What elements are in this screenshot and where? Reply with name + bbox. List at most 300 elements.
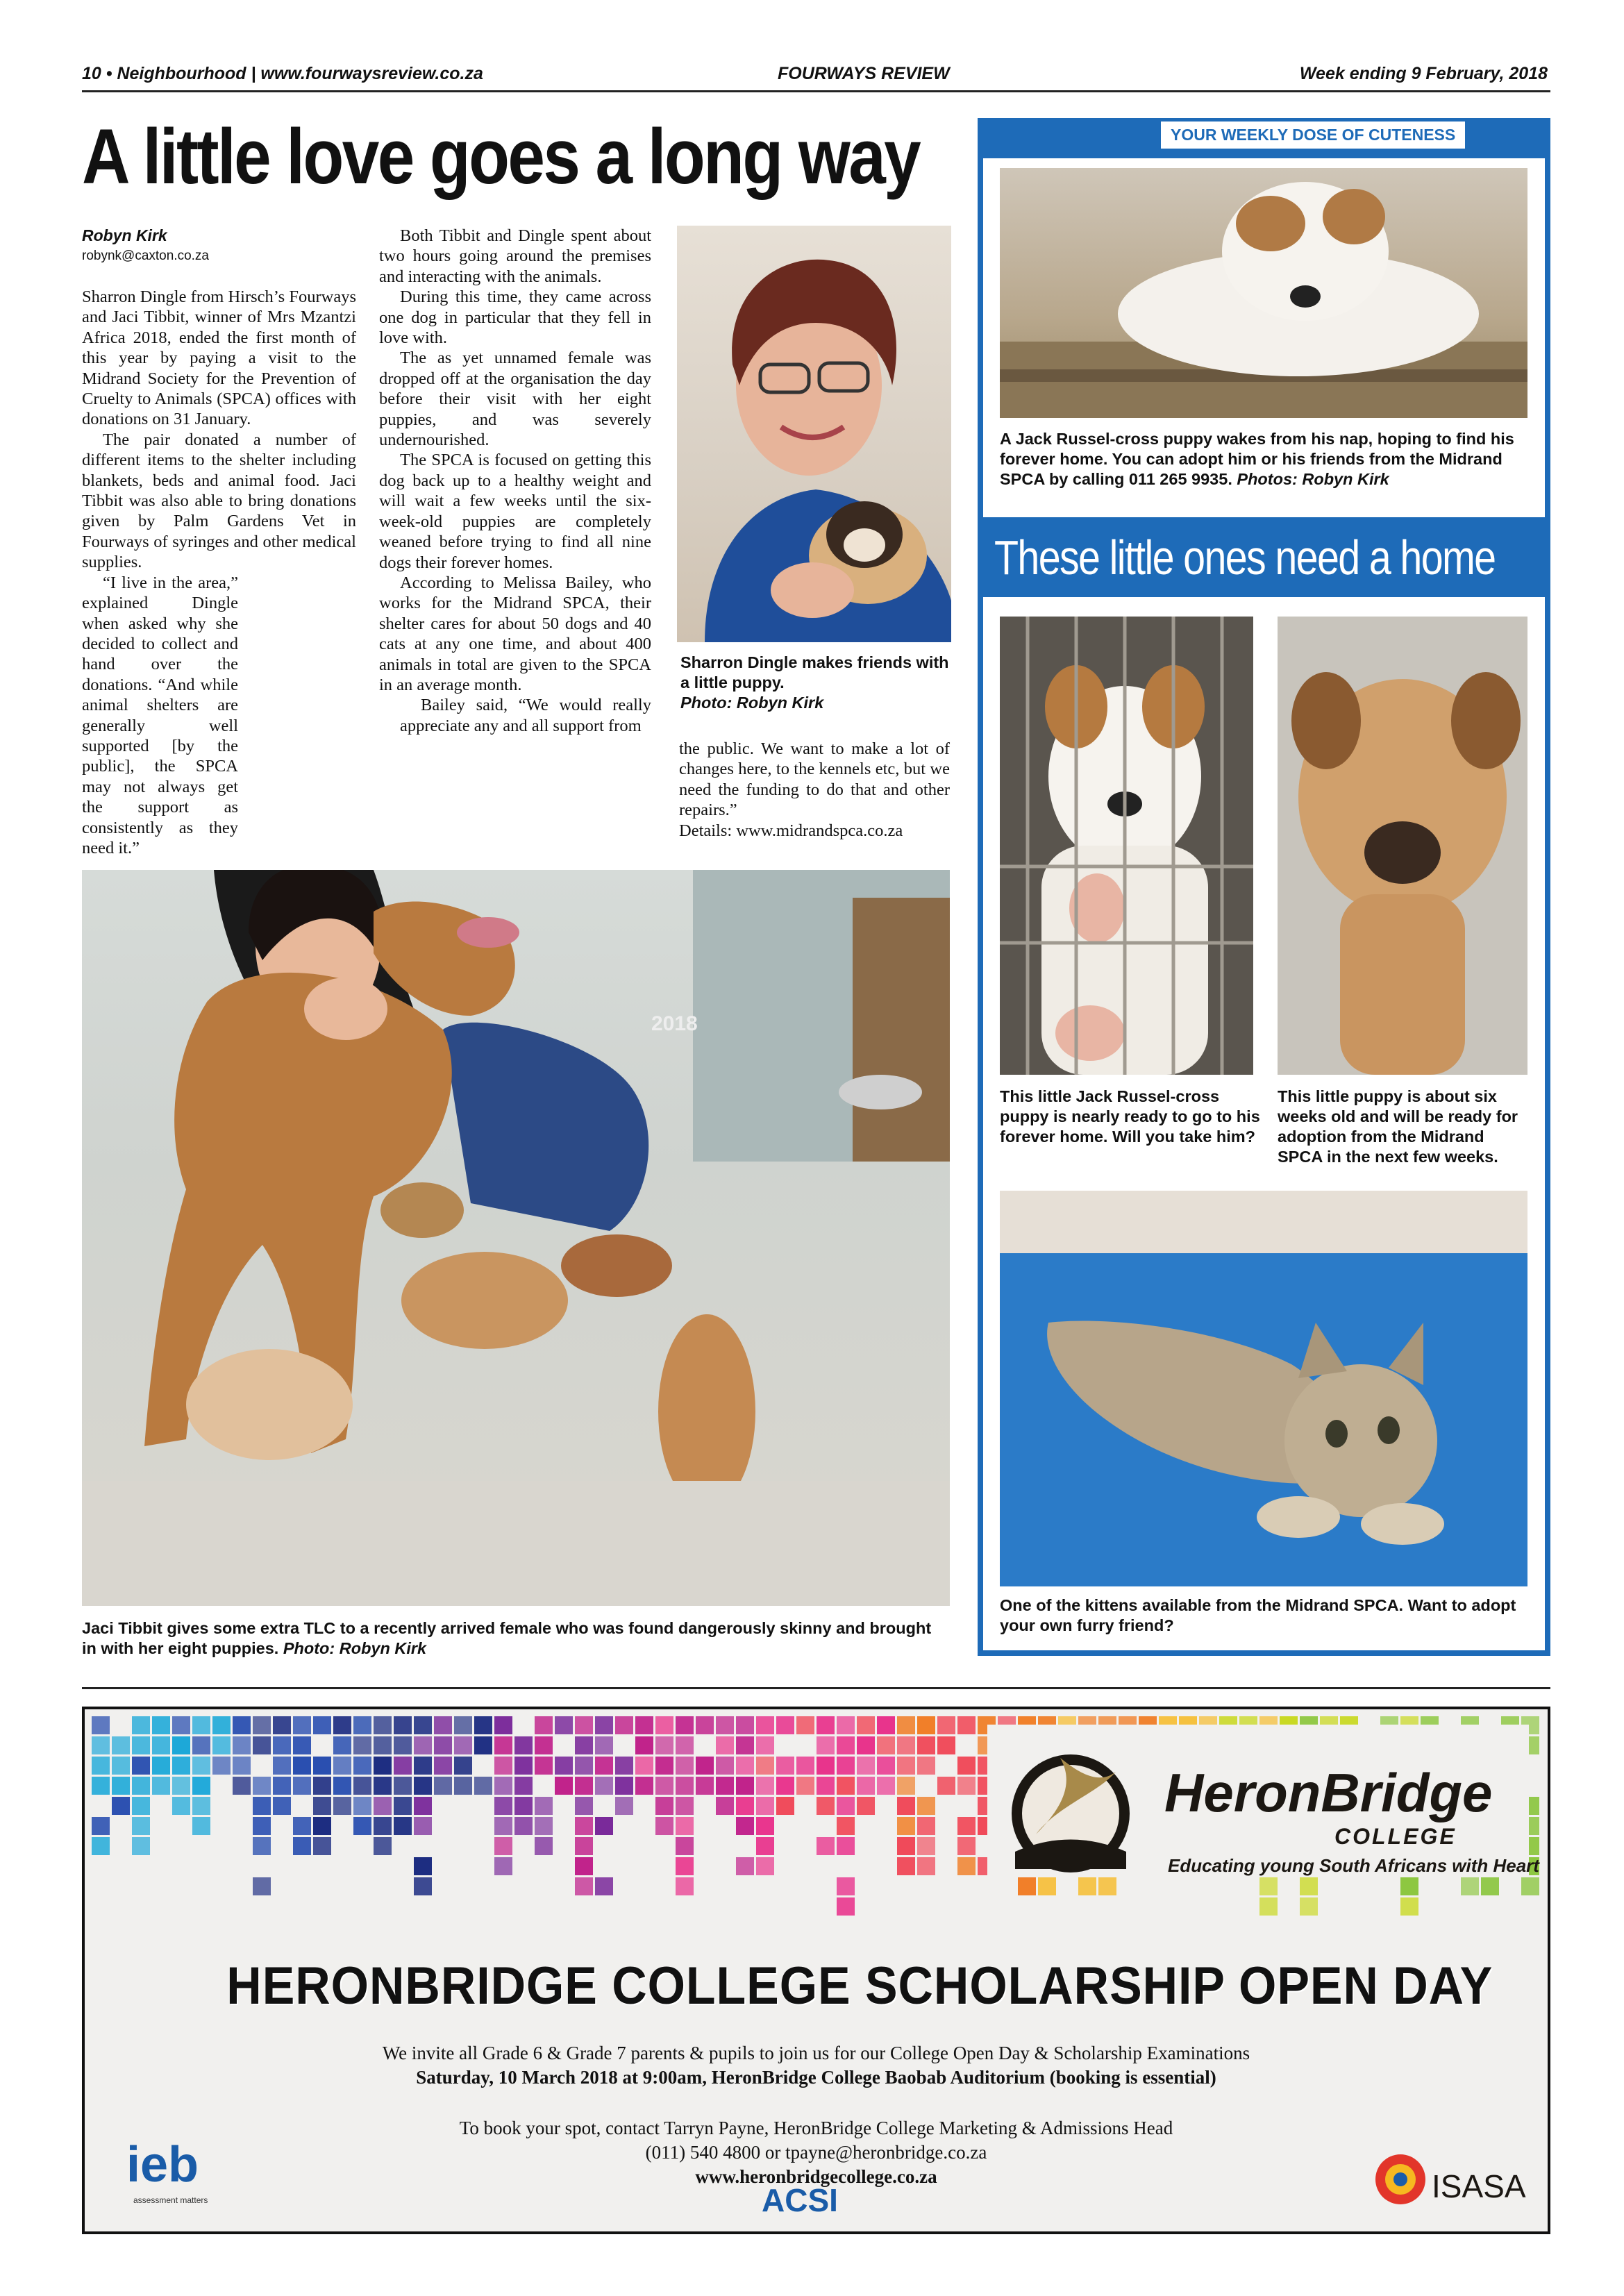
article-column-1 xyxy=(82,287,356,858)
photo-six-week-puppy xyxy=(1278,617,1527,1075)
mosaic-tile xyxy=(736,1857,754,1875)
mosaic-tile xyxy=(756,1857,774,1875)
mosaic-tile xyxy=(837,1897,855,1916)
mosaic-tile xyxy=(454,1777,472,1795)
mosaic-tile xyxy=(414,1757,432,1775)
mosaic-tile xyxy=(776,1777,794,1795)
mosaic-tile xyxy=(132,1837,150,1855)
mosaic-tile xyxy=(937,1736,955,1754)
mosaic-tile xyxy=(555,1716,573,1734)
mosaic-tile xyxy=(575,1817,593,1835)
mosaic-tile xyxy=(897,1757,915,1775)
article-column-3 xyxy=(679,739,950,841)
mosaic-tile xyxy=(676,1817,694,1835)
mosaic-tile xyxy=(535,1757,553,1775)
mosaic-tile xyxy=(293,1716,311,1734)
mosaic-tile xyxy=(917,1817,935,1835)
mosaic-tile xyxy=(917,1716,935,1734)
mosaic-tile xyxy=(253,1716,271,1734)
sidebar-banner xyxy=(978,517,1550,597)
mosaic-tile xyxy=(1300,1897,1318,1916)
mosaic-tile xyxy=(374,1777,392,1795)
mosaic-tile xyxy=(414,1777,432,1795)
mosaic-tile xyxy=(655,1797,673,1815)
mosaic-tile xyxy=(676,1777,694,1795)
mosaic-tile xyxy=(756,1837,774,1855)
mosaic-tile xyxy=(273,1757,291,1775)
photo-sharron-dingle xyxy=(677,226,951,642)
mosaic-tile xyxy=(716,1736,734,1754)
mosaic-tile xyxy=(897,1777,915,1795)
mosaic-tile xyxy=(756,1757,774,1775)
mosaic-tile xyxy=(696,1777,714,1795)
brand-tagline: Educating young South Africans with Heart xyxy=(1168,1855,1539,1876)
advert-website[interactable]: www.heronbridgecollege.co.za xyxy=(695,2166,937,2187)
mosaic-tile xyxy=(494,1817,512,1835)
mosaic-tile xyxy=(957,1857,976,1875)
mosaic-tile xyxy=(736,1797,754,1815)
mosaic-tile xyxy=(917,1797,935,1815)
mosaic-tile xyxy=(394,1757,412,1775)
mosaic-tile xyxy=(494,1757,512,1775)
mosaic-tile xyxy=(474,1736,492,1754)
caption-jaci-tibbit: Jaci Tibbit gives some extra TLC to a recently arrived female who was found dangerously skinny and brought in with her eight puppies. Photo: Robyn Kirk xyxy=(82,1619,932,1657)
mosaic-tile xyxy=(575,1797,593,1815)
mosaic-tile xyxy=(374,1716,392,1734)
mosaic-tile xyxy=(1400,1877,1418,1895)
mosaic-tile xyxy=(374,1757,392,1775)
mosaic-tile xyxy=(736,1757,754,1775)
advert-rule xyxy=(82,1687,1550,1689)
mosaic-tile xyxy=(676,1757,694,1775)
mosaic-tile xyxy=(394,1716,412,1734)
mosaic-tile xyxy=(172,1797,190,1815)
mosaic-tile xyxy=(233,1716,251,1734)
caption-kitten: One of the kittens available from the Midrand SPCA. Want to adopt your own furry friend? xyxy=(1000,1596,1516,1634)
mosaic-tile xyxy=(817,1837,835,1855)
photo-illustration xyxy=(82,870,950,1606)
mosaic-tile xyxy=(353,1797,371,1815)
mosaic-tile xyxy=(796,1757,814,1775)
mosaic-tile xyxy=(353,1757,371,1775)
mosaic-tile xyxy=(192,1817,210,1835)
mosaic-tile xyxy=(293,1817,311,1835)
mosaic-tile xyxy=(494,1857,512,1875)
mosaic-tile xyxy=(897,1857,915,1875)
mosaic-tile xyxy=(575,1837,593,1855)
mosaic-tile xyxy=(796,1777,814,1795)
mosaic-tile xyxy=(253,1736,271,1754)
paragraph: The as yet unnamed female was dropped off at the organisation the day before their visit with her eight puppies, and was severely undernourished. xyxy=(379,349,651,450)
mosaic-tile xyxy=(152,1777,170,1795)
mosaic-tile xyxy=(535,1837,553,1855)
mosaic-tile xyxy=(112,1736,130,1754)
sash-year: 2018 xyxy=(651,1012,698,1035)
mosaic-tile xyxy=(454,1757,472,1775)
mosaic-tile xyxy=(837,1877,855,1895)
mosaic-tile xyxy=(837,1736,855,1754)
mosaic-tile xyxy=(897,1837,915,1855)
paragraph: The SPCA is focused on getting this dog back up to a healthy weight and will wait a few weeks until the six-week-old puppies are completely weaned before trying to find all nine dogs their forever homes. xyxy=(379,451,651,572)
mosaic-tile xyxy=(333,1757,351,1775)
mosaic-tile xyxy=(514,1777,533,1795)
mosaic-tile xyxy=(635,1736,653,1754)
mosaic-tile xyxy=(776,1757,794,1775)
mosaic-tile xyxy=(394,1736,412,1754)
mosaic-tile xyxy=(917,1837,935,1855)
mosaic-tile xyxy=(514,1757,533,1775)
photo-illustration xyxy=(1278,617,1527,1075)
mosaic-tile xyxy=(454,1736,472,1754)
mosaic-tile xyxy=(716,1757,734,1775)
mosaic-tile xyxy=(494,1736,512,1754)
mosaic-tile xyxy=(595,1817,613,1835)
mosaic-tile xyxy=(897,1716,915,1734)
mosaic-tile xyxy=(615,1716,633,1734)
mosaic-tile xyxy=(414,1797,432,1815)
mosaic-tile xyxy=(575,1877,593,1895)
mosaic-tile xyxy=(92,1736,110,1754)
mosaic-tile xyxy=(837,1817,855,1835)
mosaic-tile xyxy=(192,1736,210,1754)
mosaic-tile xyxy=(857,1716,875,1734)
mosaic-tile xyxy=(152,1757,170,1775)
photo-jaci-tibbit-with-dog xyxy=(82,870,950,1606)
mosaic-tile xyxy=(837,1797,855,1815)
mosaic-tile xyxy=(635,1716,653,1734)
mosaic-tile xyxy=(615,1797,633,1815)
mosaic-tile xyxy=(635,1757,653,1775)
advert-phone-email[interactable]: (011) 540 4800 or tpayne@heronbridge.co.za xyxy=(645,2142,987,2163)
mosaic-tile xyxy=(374,1837,392,1855)
mosaic-tile xyxy=(937,1777,955,1795)
brand-name: HeronBridge xyxy=(1164,1762,1493,1823)
mosaic-tile xyxy=(696,1716,714,1734)
mosaic-tile xyxy=(253,1777,271,1795)
mosaic-tile xyxy=(353,1736,371,1754)
mosaic-tile xyxy=(575,1857,593,1875)
mosaic-tile xyxy=(414,1817,432,1835)
mosaic-tile xyxy=(192,1716,210,1734)
mosaic-tile xyxy=(132,1817,150,1835)
mosaic-tile xyxy=(635,1777,653,1795)
mosaic-tile xyxy=(716,1777,734,1795)
acsi-logo: ACSI xyxy=(762,2182,838,2218)
mosaic-tile xyxy=(172,1736,190,1754)
mosaic-tile xyxy=(313,1797,331,1815)
mosaic-tile xyxy=(333,1797,351,1815)
mosaic-tile xyxy=(897,1797,915,1815)
mosaic-tile xyxy=(655,1736,673,1754)
isasa-logo: ISASA xyxy=(1432,2168,1526,2204)
mosaic-tile xyxy=(414,1716,432,1734)
mosaic-tile xyxy=(293,1736,311,1754)
mosaic-tile xyxy=(857,1736,875,1754)
paragraph: Bailey said, “We would really appreciate any and all support from xyxy=(400,696,651,735)
mosaic-tile xyxy=(857,1757,875,1775)
mosaic-tile xyxy=(575,1736,593,1754)
paragraph: The pair donated a number of different items to the shelter including blankets, beds and animal food. Jaci Tibbit was also able to bring donations given by Palm Gardens Vet in Fourways of syringes and other medical supplies. xyxy=(82,430,356,572)
mosaic-tile xyxy=(776,1716,794,1734)
mosaic-tile xyxy=(454,1716,472,1734)
mosaic-tile xyxy=(434,1716,452,1734)
mosaic-tile xyxy=(434,1736,452,1754)
advert-contact: To book your spot, contact Tarryn Payne, HeronBridge College Marketing & Admissions Head xyxy=(459,2118,1173,2138)
mosaic-tile xyxy=(233,1777,251,1795)
mosaic-tile xyxy=(917,1736,935,1754)
mosaic-tile xyxy=(877,1736,895,1754)
mosaic-tile xyxy=(837,1777,855,1795)
paragraph: During this time, they came across one dog in particular that they fell in love with. xyxy=(379,287,651,348)
mosaic-tile xyxy=(494,1716,512,1734)
mosaic-tile xyxy=(555,1777,573,1795)
mosaic-tile xyxy=(414,1736,432,1754)
paragraph: “I live in the area,” explained Dingle when asked why she decided to collect and hand over the donations. “And while animal shelters are generally well supported [by the public], the SPCA may not always get the support as consistently as they need it.” xyxy=(82,573,238,857)
mosaic-tile xyxy=(394,1777,412,1795)
mosaic-tile xyxy=(374,1797,392,1815)
mosaic-tile xyxy=(655,1757,673,1775)
mosaic-tile xyxy=(817,1757,835,1775)
mosaic-tile xyxy=(152,1716,170,1734)
mosaic-tile xyxy=(595,1777,613,1795)
mosaic-tile xyxy=(555,1757,573,1775)
mosaic-tile xyxy=(132,1716,150,1734)
caption-jack-russel-cage: This little Jack Russel-cross puppy is nearly ready to go to his forever home. Will you take him? xyxy=(1000,1087,1260,1146)
mosaic-tile xyxy=(253,1817,271,1835)
advert-title: HERONBRIDGE COLLEGE SCHOLARSHIP OPEN DAY xyxy=(226,1956,1493,2016)
mosaic-tile xyxy=(877,1757,895,1775)
mosaic-tile xyxy=(414,1877,432,1895)
mosaic-tile xyxy=(595,1877,613,1895)
mosaic-tile xyxy=(1521,1877,1539,1895)
heronbridge-advert[interactable] xyxy=(82,1707,1550,2234)
mosaic-tile xyxy=(374,1736,392,1754)
caption-sharron-dingle: Sharron Dingle makes friends with a little puppy. Photo: Robyn Kirk xyxy=(680,653,949,712)
mosaic-tile xyxy=(817,1736,835,1754)
mosaic-tile xyxy=(514,1817,533,1835)
mosaic-tile xyxy=(877,1777,895,1795)
mosaic-tile xyxy=(736,1736,754,1754)
mosaic-tile xyxy=(434,1757,452,1775)
photo-illustration xyxy=(1000,617,1253,1075)
mosaic-tile xyxy=(92,1716,110,1734)
mosaic-tile xyxy=(132,1736,150,1754)
mosaic-tile xyxy=(253,1797,271,1815)
article-column-2 xyxy=(379,226,651,736)
mosaic-tile xyxy=(595,1757,613,1775)
mosaic-tile xyxy=(514,1797,533,1815)
mosaic-tile xyxy=(353,1817,371,1835)
mosaic-tile xyxy=(333,1716,351,1734)
mosaic-tile xyxy=(957,1837,976,1855)
mosaic-tile xyxy=(92,1837,110,1855)
photo-illustration xyxy=(677,226,951,642)
mosaic-tile xyxy=(575,1777,593,1795)
mosaic-tile xyxy=(353,1716,371,1734)
mosaic-tile xyxy=(313,1837,331,1855)
mosaic-tile xyxy=(716,1716,734,1734)
mosaic-tile xyxy=(595,1736,613,1754)
isasa-logo-icon xyxy=(1373,2148,1428,2211)
mosaic-tile xyxy=(273,1797,291,1815)
mosaic-tile xyxy=(917,1857,935,1875)
mosaic-tile xyxy=(293,1777,311,1795)
mosaic-tile xyxy=(253,1877,271,1895)
ieb-logo: ieb xyxy=(126,2137,199,2193)
mosaic-tile xyxy=(676,1857,694,1875)
mosaic-tile xyxy=(897,1817,915,1835)
publication-name: FOURWAYS REVIEW xyxy=(778,64,950,83)
mosaic-tile xyxy=(817,1797,835,1815)
mosaic-tile xyxy=(535,1797,553,1815)
mosaic-tile xyxy=(957,1777,976,1795)
mosaic-tile xyxy=(394,1817,412,1835)
byline-email: robynk@caxton.co.za xyxy=(82,249,209,263)
mosaic-tile xyxy=(273,1736,291,1754)
headline: A little love goes a long way xyxy=(82,113,920,200)
article-details: Details: www.midrandspca.co.za xyxy=(679,821,903,840)
mosaic-tile xyxy=(676,1716,694,1734)
mosaic-tile xyxy=(374,1817,392,1835)
heron-logo-icon xyxy=(994,1730,1147,1883)
photo-kitten xyxy=(1000,1191,1527,1586)
mosaic-tile xyxy=(957,1817,976,1835)
mosaic-tile xyxy=(837,1757,855,1775)
paragraph: According to Melissa Bailey, who works for the Midrand SPCA, their shelter cares for about 50 dogs and 40 cats at any one time, and about 400 animals in total are given to the SPCA in an average month. xyxy=(379,573,651,694)
mosaic-tile xyxy=(353,1777,371,1795)
mosaic-tile xyxy=(414,1857,432,1875)
mosaic-tile xyxy=(535,1736,553,1754)
photo-puppy-nap xyxy=(1000,168,1527,418)
mosaic-tile xyxy=(172,1777,190,1795)
mosaic-tile xyxy=(172,1716,190,1734)
mosaic-tile xyxy=(494,1797,512,1815)
mosaic-tile xyxy=(394,1797,412,1815)
mosaic-tile xyxy=(676,1837,694,1855)
banner-title: These little ones need a home xyxy=(994,530,1496,585)
mosaic-tile xyxy=(716,1797,734,1815)
advert-invite: We invite all Grade 6 & Grade 7 parents & pupils to join us for our College Open Day & Scholarship Examinations xyxy=(382,2043,1250,2063)
mosaic-tile xyxy=(132,1777,150,1795)
mosaic-tile xyxy=(655,1716,673,1734)
mosaic-tile xyxy=(92,1757,110,1775)
mosaic-tile xyxy=(313,1716,331,1734)
mosaic-tile xyxy=(152,1736,170,1754)
paragraph: Sharron Dingle from Hirsch’s Fourways and Jaci Tibbit, winner of Mrs Mzantzi Africa 2018, ended the first month of this year by paying a visit to the Midrand Society for the Prevention of Cruelty to Animals (SPCA) offices with donations on 31 January. xyxy=(82,287,356,429)
mosaic-tile xyxy=(877,1716,895,1734)
mosaic-tile xyxy=(756,1817,774,1835)
mosaic-tile xyxy=(112,1757,130,1775)
photo-illustration xyxy=(1000,168,1527,418)
mosaic-tile xyxy=(273,1716,291,1734)
mosaic-tile xyxy=(937,1716,955,1734)
advert-date: Saturday, 10 March 2018 at 9:00am, HeronBridge College Baobab Auditorium (booking is essential) xyxy=(416,2067,1216,2088)
mosaic-tile xyxy=(595,1716,613,1734)
mosaic-tile xyxy=(1259,1877,1278,1895)
mosaic-tile xyxy=(333,1777,351,1795)
mosaic-tile xyxy=(434,1777,452,1795)
mosaic-tile xyxy=(837,1837,855,1855)
photo-jack-russel-cage xyxy=(1000,617,1253,1075)
mosaic-tile xyxy=(474,1716,492,1734)
mosaic-tile xyxy=(857,1777,875,1795)
mosaic-tile xyxy=(736,1817,754,1835)
mosaic-tile xyxy=(676,1877,694,1895)
mosaic-tile xyxy=(776,1797,794,1815)
mosaic-tile xyxy=(676,1736,694,1754)
mosaic-tile xyxy=(535,1716,553,1734)
byline: Robyn Kirk xyxy=(82,226,167,244)
mosaic-tile xyxy=(817,1716,835,1734)
mosaic-tile xyxy=(957,1716,976,1734)
mosaic-tile xyxy=(837,1716,855,1734)
mosaic-tile xyxy=(1461,1877,1479,1895)
mosaic-tile xyxy=(756,1797,774,1815)
mosaic-tile xyxy=(615,1777,633,1795)
ieb-logo-sub: assessment matters xyxy=(133,2195,208,2205)
caption-puppy-nap: A Jack Russel-cross puppy wakes from his nap, hoping to find his forever home. You can adopt him or his friends from the Midrand SPCA by calling 011 265 9935. Photos: Robyn Kirk xyxy=(1000,430,1514,488)
mosaic-tile xyxy=(696,1757,714,1775)
mosaic-tile xyxy=(1259,1897,1278,1916)
mosaic-tile xyxy=(897,1736,915,1754)
mosaic-tile xyxy=(233,1736,251,1754)
mosaic-tile xyxy=(293,1757,311,1775)
mosaic-tile xyxy=(313,1817,331,1835)
mosaic-tile xyxy=(474,1777,492,1795)
header-rule xyxy=(82,90,1550,92)
mosaic-tile xyxy=(736,1777,754,1795)
mosaic-tile xyxy=(192,1797,210,1815)
mosaic-tile xyxy=(112,1777,130,1795)
mosaic-tile xyxy=(917,1757,935,1775)
mosaic-tile xyxy=(1400,1897,1418,1916)
paragraph: Both Tibbit and Dingle spent about two hours going around the premises and interacting with the animals. xyxy=(379,226,651,286)
mosaic-tile xyxy=(313,1757,331,1775)
issue-date: Week ending 9 February, 2018 xyxy=(1299,64,1548,83)
mosaic-tile xyxy=(817,1777,835,1795)
mosaic-tile xyxy=(212,1716,231,1734)
mosaic-tile xyxy=(857,1797,875,1815)
mosaic-tile xyxy=(293,1837,311,1855)
mosaic-tile xyxy=(676,1797,694,1815)
mosaic-tile xyxy=(494,1777,512,1795)
mosaic-tile xyxy=(333,1736,351,1754)
mosaic-tile xyxy=(112,1797,130,1815)
mosaic-tile xyxy=(655,1817,673,1835)
mosaic-tile xyxy=(514,1736,533,1754)
mosaic-tile xyxy=(736,1716,754,1734)
mosaic-tile xyxy=(756,1716,774,1734)
mosaic-tile xyxy=(233,1757,251,1775)
mosaic-tile xyxy=(192,1757,210,1775)
mosaic-tile xyxy=(212,1757,231,1775)
mosaic-tile xyxy=(575,1757,593,1775)
sidebar-tag: YOUR WEEKLY DOSE OF CUTENESS xyxy=(1161,121,1465,149)
mosaic-tile xyxy=(535,1817,553,1835)
mosaic-tile xyxy=(1300,1877,1318,1895)
mosaic-tile xyxy=(172,1757,190,1775)
mosaic-tile xyxy=(1481,1877,1499,1895)
mosaic-tile xyxy=(212,1736,231,1754)
brand-sub: COLLEGE xyxy=(1334,1824,1457,1849)
mosaic-tile xyxy=(655,1777,673,1795)
mosaic-tile xyxy=(957,1757,976,1775)
mosaic-tile xyxy=(756,1777,774,1795)
mosaic-tile xyxy=(615,1757,633,1775)
mosaic-tile xyxy=(273,1777,291,1795)
page-folio-left: 10 • Neighbourhood | www.fourwaysreview.co.za xyxy=(82,64,483,83)
mosaic-tile xyxy=(756,1736,774,1754)
